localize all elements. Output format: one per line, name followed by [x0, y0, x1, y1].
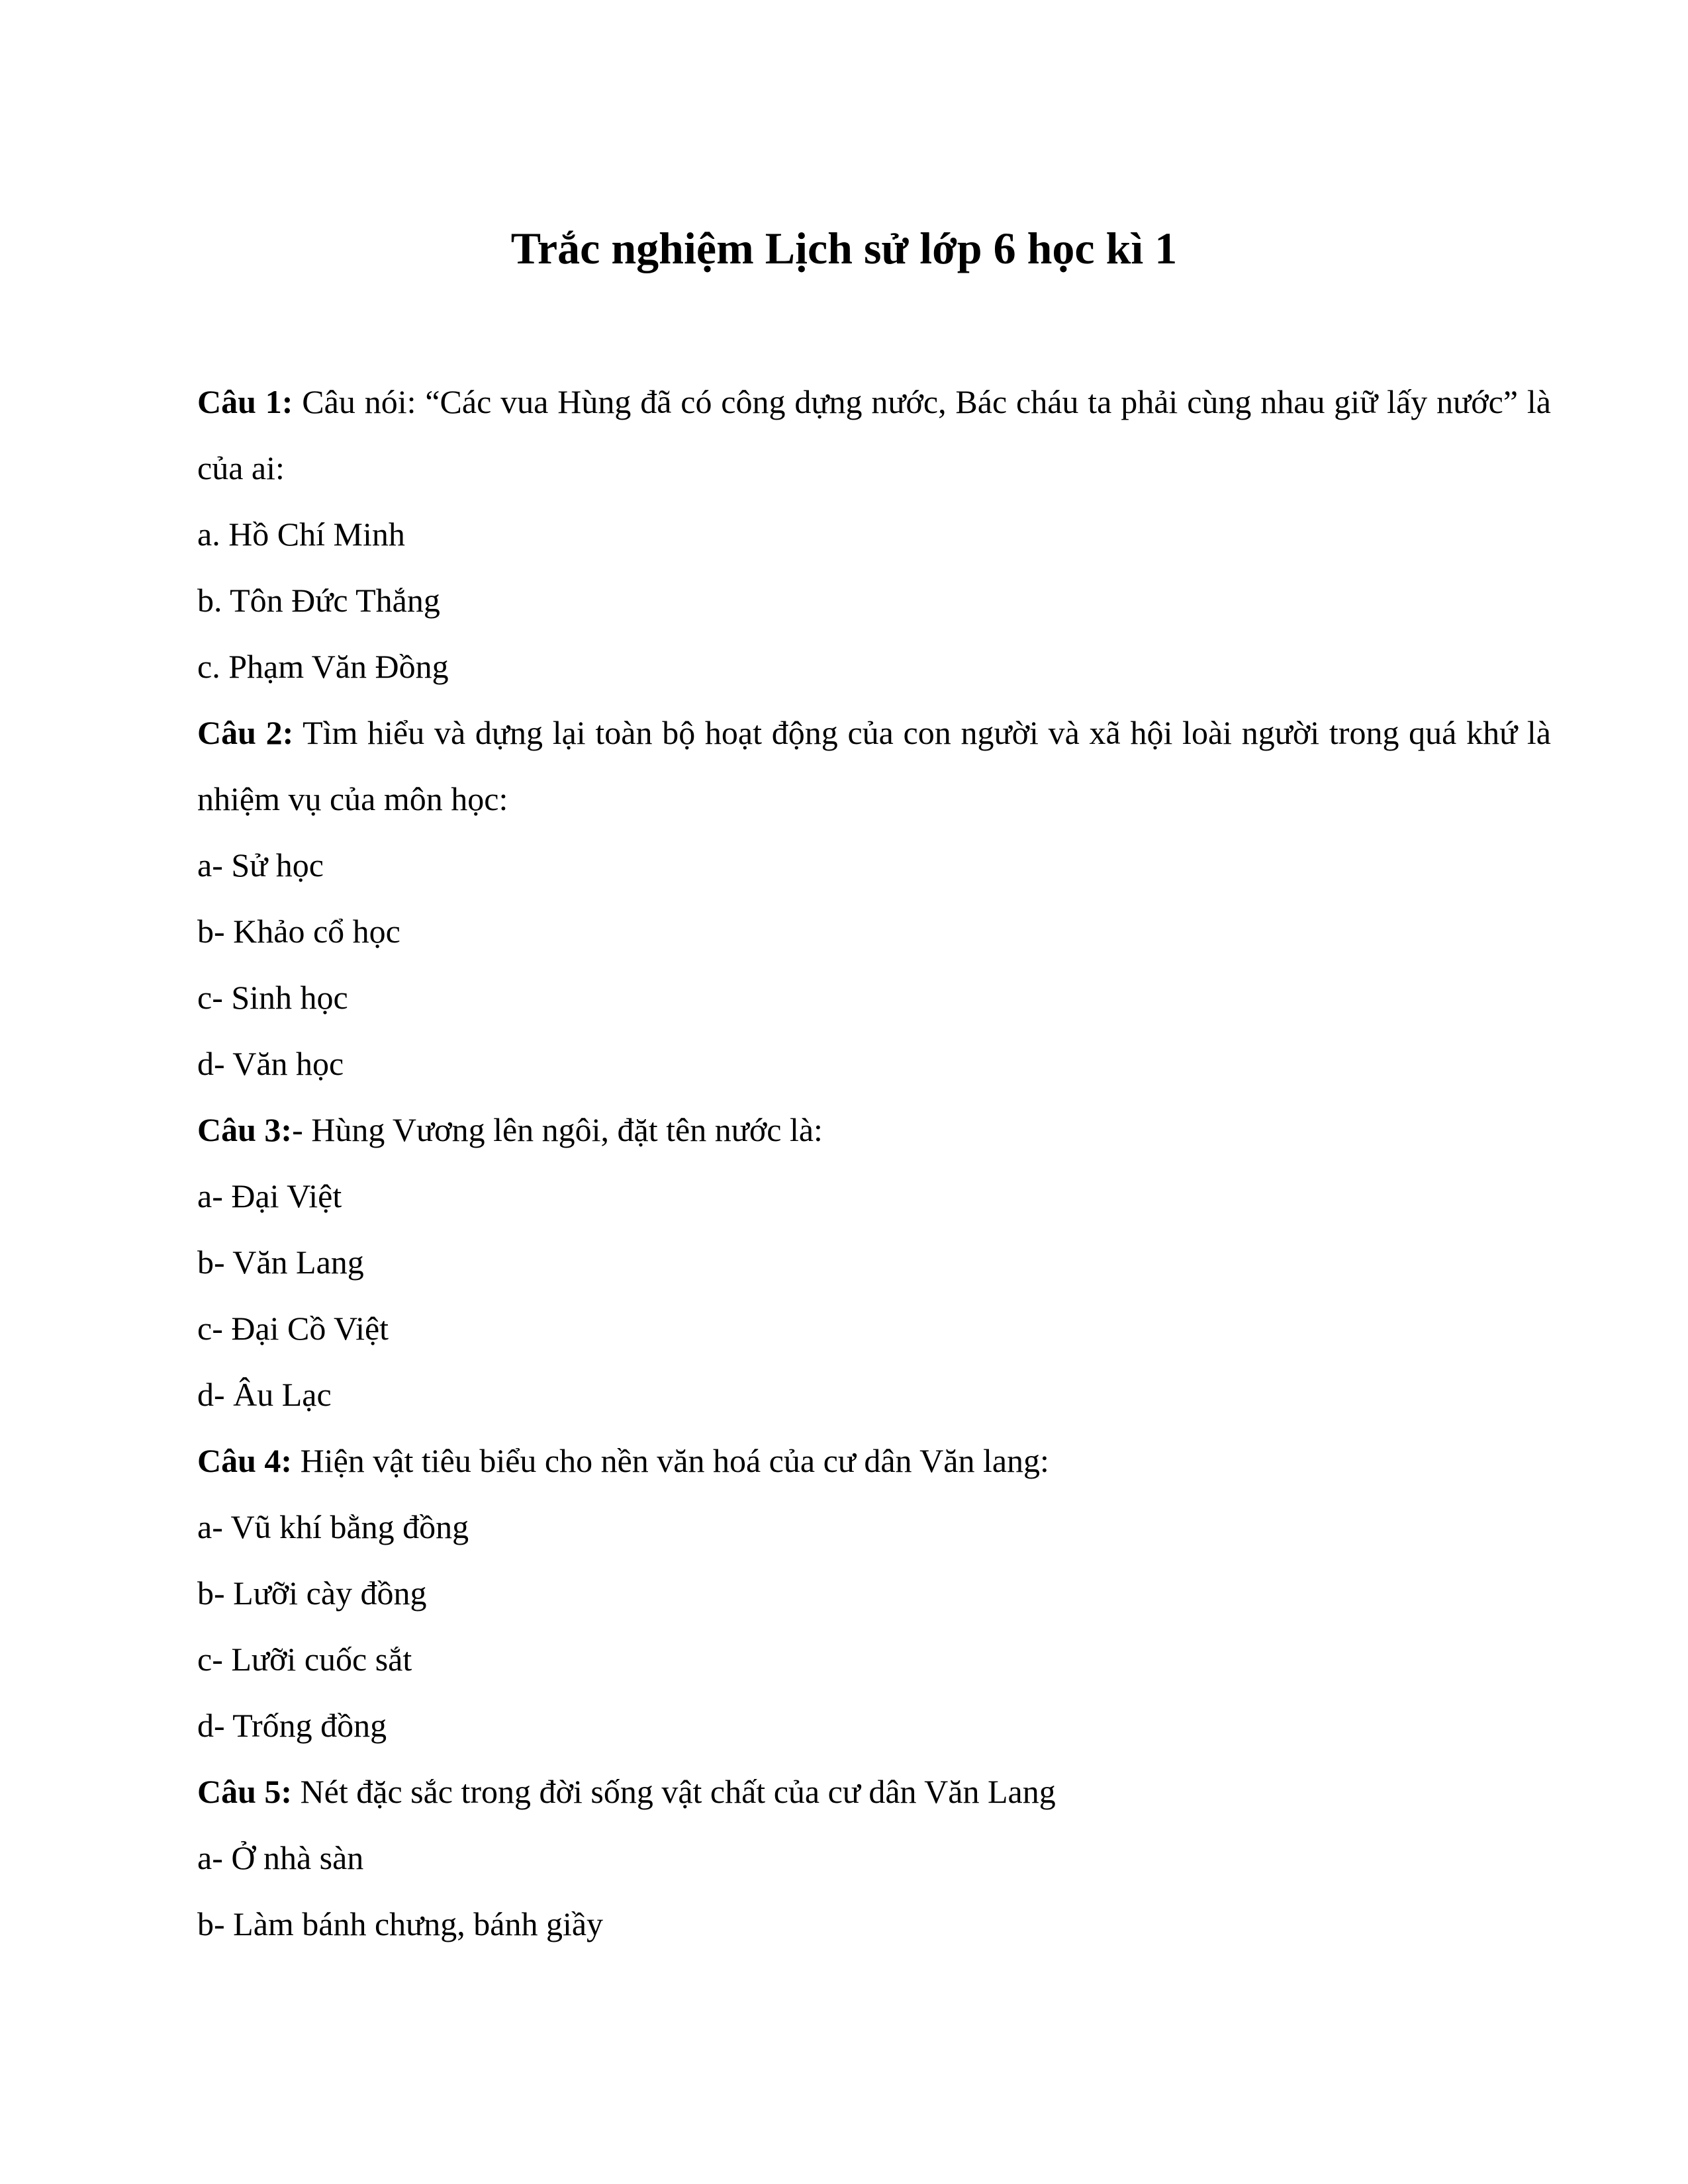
question-3-option-d: d- Âu Lạc [197, 1376, 332, 1413]
question-4-label: Câu 4: [197, 1442, 293, 1479]
document-body [197, 369, 1551, 1957]
question-3-option-c: c- Đại Cồ Việt [197, 1310, 389, 1347]
question-2-option-b: b- Khảo cổ học [197, 913, 400, 950]
question-5-stem [197, 1758, 1551, 1825]
question-3-option-a: a- Đại Việt [197, 1177, 342, 1214]
question-3-option-b: b- Văn Lang [197, 1244, 364, 1281]
question-4-option-b: b- Lưỡi cày đồng [197, 1574, 427, 1612]
question-4-option-c: c- Lưỡi cuốc sắt [197, 1641, 412, 1678]
question-1-label: Câu 1: [197, 383, 293, 420]
question-2-option-c: c- Sinh học [197, 979, 348, 1016]
question-1-stem [197, 369, 1551, 501]
question-4-stem [197, 1428, 1551, 1494]
question-2-stem [197, 700, 1551, 832]
question-1-option-a: a. Hồ Chí Minh [197, 516, 405, 553]
question-3-text: - Hùng Vương lên ngôi, đặt tên nước là: [292, 1111, 823, 1148]
question-2-label: Câu 2: [197, 714, 294, 751]
question-3-label: Câu 3: [197, 1111, 293, 1148]
question-4-text: Hiện vật tiêu biểu cho nền văn hoá của cư dân Văn lang: [292, 1442, 1049, 1479]
question-5-text: Nét đặc sắc trong đời sống vật chất của cư dân Văn Lang [292, 1773, 1056, 1810]
question-2-option-d: d- Văn học [197, 1045, 344, 1082]
question-1-option-b: b. Tôn Đức Thắng [197, 582, 440, 619]
question-1-text: Câu nói: “Các vua Hùng đã có công dựng nước, Bác cháu ta phải cùng nhau giữ lấy nước” là của ai: [197, 383, 1551, 486]
question-2-option-a: a- Sử học [197, 846, 324, 884]
question-5-option-a: a- Ở nhà sàn [197, 1839, 364, 1876]
question-5-option-b: b- Làm bánh chưng, bánh giầy [197, 1905, 604, 1942]
question-3-stem [197, 1097, 1551, 1163]
question-2-text: Tìm hiểu và dựng lại toàn bộ hoạt động của con người và xã hội loài người trong quá khứ là nhiệm vụ của môn học: [197, 714, 1551, 817]
question-4-option-a: a- Vũ khí bằng đồng [197, 1508, 469, 1545]
page-title: Trắc nghiệm Lịch sử lớp 6 học kì 1 [510, 223, 1178, 273]
question-1-option-c: c. Phạm Văn Đồng [197, 648, 449, 685]
question-4-option-d: d- Trống đồng [197, 1707, 387, 1744]
question-5-label: Câu 5: [197, 1773, 293, 1810]
